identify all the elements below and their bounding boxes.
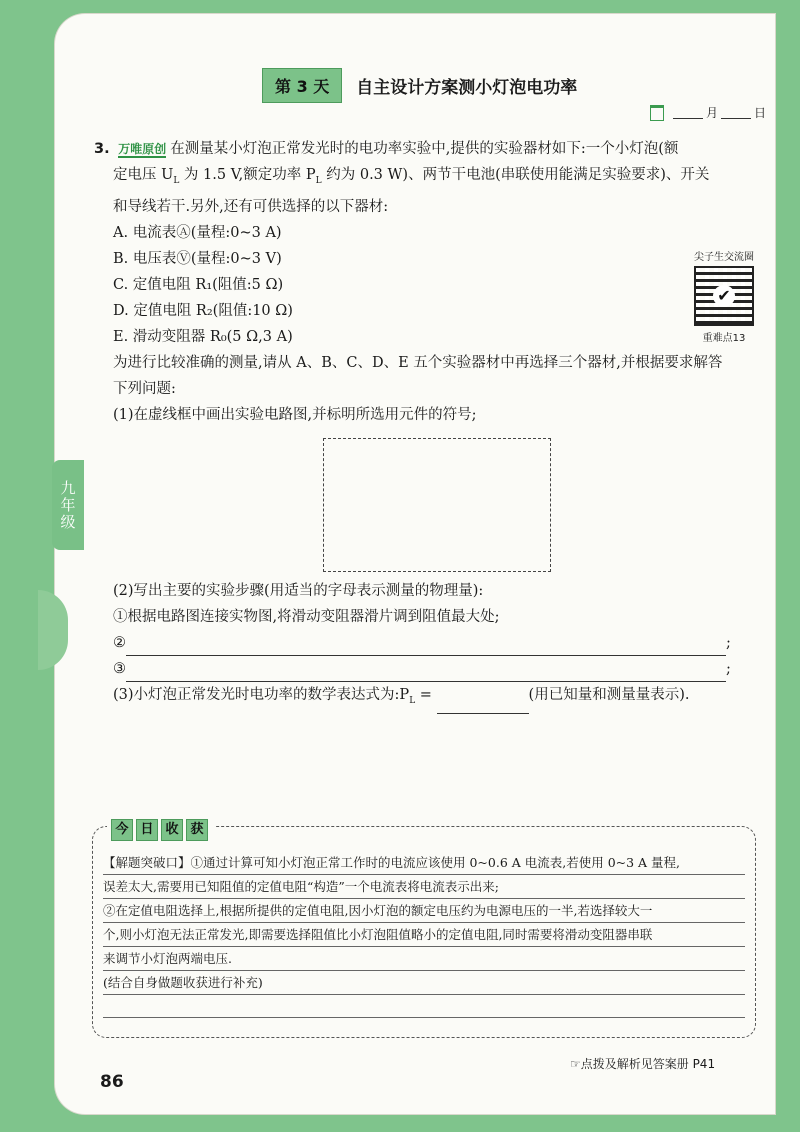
question-body xyxy=(94,136,754,714)
harvest-char: 今 xyxy=(111,819,133,841)
grade-side-tab: 九年级 xyxy=(52,460,84,550)
harvest-body xyxy=(103,851,745,1018)
question-stem-line1 xyxy=(94,136,754,162)
stem-text-2d: 约为 0.3 W)、两节干电池(串联使用能满足实验要求)、开关 xyxy=(321,167,710,183)
step2-semicolon: ; xyxy=(726,634,731,651)
option-b: B. 电压表Ⓥ(量程:0~3 V) xyxy=(113,250,282,267)
harvest-char: 收 xyxy=(161,819,183,841)
part3-equals: = xyxy=(415,686,437,703)
harvest-blank-line[interactable] xyxy=(103,995,745,1018)
option-e: E. 滑动变阻器 R₀(5 Ω,3 A) xyxy=(113,328,293,345)
stem-text-2b: 为 1.5 V,额定功率 P xyxy=(179,167,316,183)
option-d: D. 定值电阻 R₂(阻值:10 Ω) xyxy=(113,302,293,319)
question-number: 3. xyxy=(94,141,110,157)
qr-block xyxy=(690,248,758,344)
month-label: 月 xyxy=(706,106,719,120)
question-stem-line2 xyxy=(94,162,754,194)
harvest-line-1: 【解题突破口】①通过计算可知小灯泡正常工作时的电流应该使用 0~0.6 A 电流表,若使用 0~3 A 量程, xyxy=(103,851,745,875)
qr-top-label: 尖子生交流圈 xyxy=(694,252,754,263)
option-a: A. 电流表Ⓐ(量程:0~3 A) xyxy=(113,224,282,241)
question-stem-line3: 和导线若干.另外,还有可供选择的以下器材: xyxy=(113,198,389,215)
part2-prompt: (2)写出主要的实验步骤(用适当的字母表示测量的物理量): xyxy=(113,582,484,599)
qr-code-icon[interactable] xyxy=(694,266,754,326)
step3-line xyxy=(94,656,754,682)
day-badge: 第 3 天 xyxy=(262,68,342,103)
part3-line xyxy=(94,682,754,714)
harvest-line-2: 误差太大,需要用已知阻值的定值电阻“构造”一个电流表将电流表示出来; xyxy=(103,875,745,899)
title-text: 自主设计方案测小灯泡电功率 xyxy=(356,78,578,98)
step3-answer-line[interactable] xyxy=(126,663,726,682)
calendar-icon xyxy=(650,105,664,121)
harvest-line-5: 来调节小灯泡两端电压. xyxy=(103,947,745,971)
circuit-diagram-box[interactable] xyxy=(323,438,551,572)
original-tag: 万唯原创 xyxy=(118,142,167,156)
part3-text-c: (用已知量和测量量表示). xyxy=(528,686,690,703)
check-icon: ✔ xyxy=(713,285,735,307)
step1-text: ①根据电路图连接实物图,将滑动变阻器滑片调到阻值最大处; xyxy=(113,608,500,625)
sub-l: L xyxy=(173,175,180,186)
page-title xyxy=(262,68,577,103)
step2-marker: ② xyxy=(113,634,126,651)
harvest-char: 日 xyxy=(136,819,158,841)
instruction-line1: 为进行比较准确的测量,请从 A、B、C、D、E 五个实验器材中再选择三个器材,并根据要求解答 xyxy=(113,354,723,371)
option-c: C. 定值电阻 R₁(阻值:5 Ω) xyxy=(113,276,284,293)
day-label: 日 xyxy=(754,106,767,120)
page-number: 86 xyxy=(100,1072,124,1092)
step2-answer-line[interactable] xyxy=(126,637,726,656)
part1-prompt: (1)在虚线框中画出实验电路图,并标明所选用元件的符号; xyxy=(113,406,477,423)
daily-harvest-box xyxy=(92,822,756,1038)
sub-l: L xyxy=(409,695,416,706)
step3-marker: ③ xyxy=(113,660,126,677)
date-field xyxy=(650,104,766,121)
sub-l: L xyxy=(315,175,322,186)
harvest-char: 获 xyxy=(186,819,208,841)
stem-text-2: 定电压 U xyxy=(113,167,174,183)
power-expression-blank[interactable] xyxy=(437,695,529,714)
day-blank[interactable] xyxy=(721,106,751,119)
harvest-line-3: ②在定值电阻选择上,根据所提供的定值电阻,因小灯泡的额定电压约为电源电压的一半,若选择较大一 xyxy=(103,899,745,923)
harvest-heading xyxy=(107,819,215,841)
answer-reference: ☞点拨及解析见答案册 P41 xyxy=(570,1057,716,1071)
instruction-line2: 下列问题: xyxy=(113,380,176,397)
part3-text-a: (3)小灯泡正常发光时电功率的数学表达式为:P xyxy=(113,686,410,703)
month-blank[interactable] xyxy=(673,106,703,119)
stem-text-1: 在测量某小灯泡正常发光时的电功率实验中,提供的实验器材如下:一个小灯泡(额 xyxy=(170,141,679,157)
step2-line xyxy=(94,630,754,656)
qr-bottom-label: 重难点13 xyxy=(702,333,746,344)
step3-semicolon: ; xyxy=(726,660,731,677)
harvest-line-4: 个,则小灯泡无法正常发光,即需要选择阻值比小灯泡阻值略小的定值电阻,同时需要将滑动变阻器串联 xyxy=(103,923,745,947)
harvest-line-6[interactable]: (结合自身做题收获进行补充) xyxy=(103,971,745,995)
